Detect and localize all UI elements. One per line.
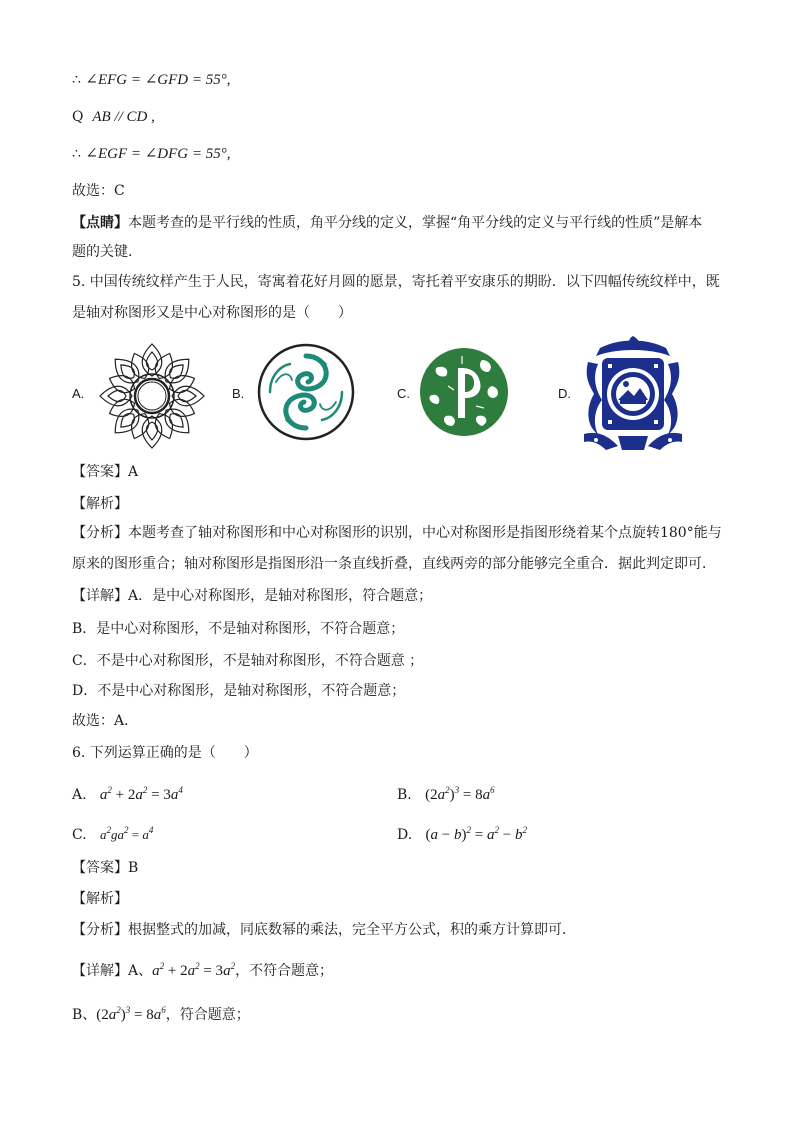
leaf-pattern-image [418,346,510,438]
q6-fenxi: 【分析】根据整式的加减，同底数幂的乘法，完全平方公式，积的乘方计算即可． [72,922,576,938]
q5-detail-b: B．是中心对称图形，不是轴对称图形，不符合题意； [72,621,405,637]
q5-option-d-label: D. [558,386,571,401]
q5-detail-a: 【详解】A．是中心对称图形，是轴对称图形，符合题意； [72,588,433,604]
comment-tag: 【点睛】 [72,215,128,231]
proof-line-2: Q AB // CD , [72,109,155,125]
math-expression: $a^2 + 2a^2 = 3a^2$ [152,961,236,979]
math-expression: AB // CD , [92,109,155,125]
proof-line-1: ∴ ∠EFG = ∠GFD = 55°, [72,72,231,88]
q6-option-a: A. $a^2 + 2a^2 = 3a^4$ [72,785,183,803]
q5-detail-d: D．不是中心对称图形，是轴对称图形，不符合题意； [72,683,406,699]
proof-choice: 故选：C [72,183,125,199]
q6-detail-a: 【详解】A、$a^2 + 2a^2 = 3a^2$，不符合题意； [72,961,334,979]
q5-fenxi-line-1: 【分析】本题考查了轴对称图形和中心对称图形的识别，中心对称图形是指图形绕着某个点旋转180°能与 [72,525,722,541]
math-expression: $a^2 + 2a^2 = 3a^4$ [99,785,183,803]
proof-line-3: ∴ ∠EGF = ∠DFG = 55°, [72,146,231,162]
q6-answer: 【答案】B [72,860,139,876]
lotus-mandala-image [96,340,208,452]
q5-option-b-label: B. [232,386,245,401]
q5-stem-line-2: 是轴对称图形又是中心对称图形的是（ ） [72,305,352,321]
q6-stem: 6. 下列运算正确的是（ ） [72,745,258,761]
q5-fenxi-line-2: 原来的图形重合；轴对称图形是指图形沿一条直线折叠，直线两旁的部分能够完全重合．据此判定即可． [72,556,716,572]
math-expression: ∠EGF = ∠DFG = 55°, [85,146,231,162]
math-expression: ∠EFG = ∠GFD = 55°, [85,72,231,88]
ornate-badge-image [580,334,686,452]
math-expression: $a^2ga^2 = a^4$ [100,825,154,842]
q6-option-c: C. $a^2ga^2 = a^4$ [72,825,154,843]
comment-line-1: 【点睛】本题考查的是平行线的性质，角平分线的定义，掌握“角平分线的定义与平行线的性质”是解本 [72,215,703,231]
q6-detail-b: B、$(2a^2)^3 = 8a^6$，符合题意； [72,1005,250,1023]
q6-option-d: D. $(a - b)^2 = a^2 - b^2$ [397,825,527,843]
q6-analysis-tag: 【解析】 [72,891,128,907]
math-expression: $(a - b)^2 = a^2 - b^2$ [425,825,527,843]
spiral-pattern-image [256,342,356,442]
comment-line-2: 题的关键. [72,244,133,260]
math-expression: $(2a^2)^3 = 8a^6$ [425,785,495,803]
q5-option-a-label: A. [72,386,85,401]
math-expression: $(2a^2)^3 = 8a^6$ [96,1005,166,1023]
q5-option-c-label: C. [397,386,410,401]
q5-choice: 故选：A． [72,713,139,729]
q6-option-b: B. $(2a^2)^3 = 8a^6$ [397,785,495,803]
q5-stem-line-1: 5. 中国传统纹样产生于人民，寄寓着花好月圆的愿景，寄托着平安康乐的期盼．以下四幅传统纹样中，既 [72,274,720,290]
q5-analysis-tag: 【解析】 [72,496,128,512]
q5-detail-c: C．不是中心对称图形，不是轴对称图形，不符合题意 ； [72,653,424,669]
q5-answer: 【答案】A [72,464,139,480]
